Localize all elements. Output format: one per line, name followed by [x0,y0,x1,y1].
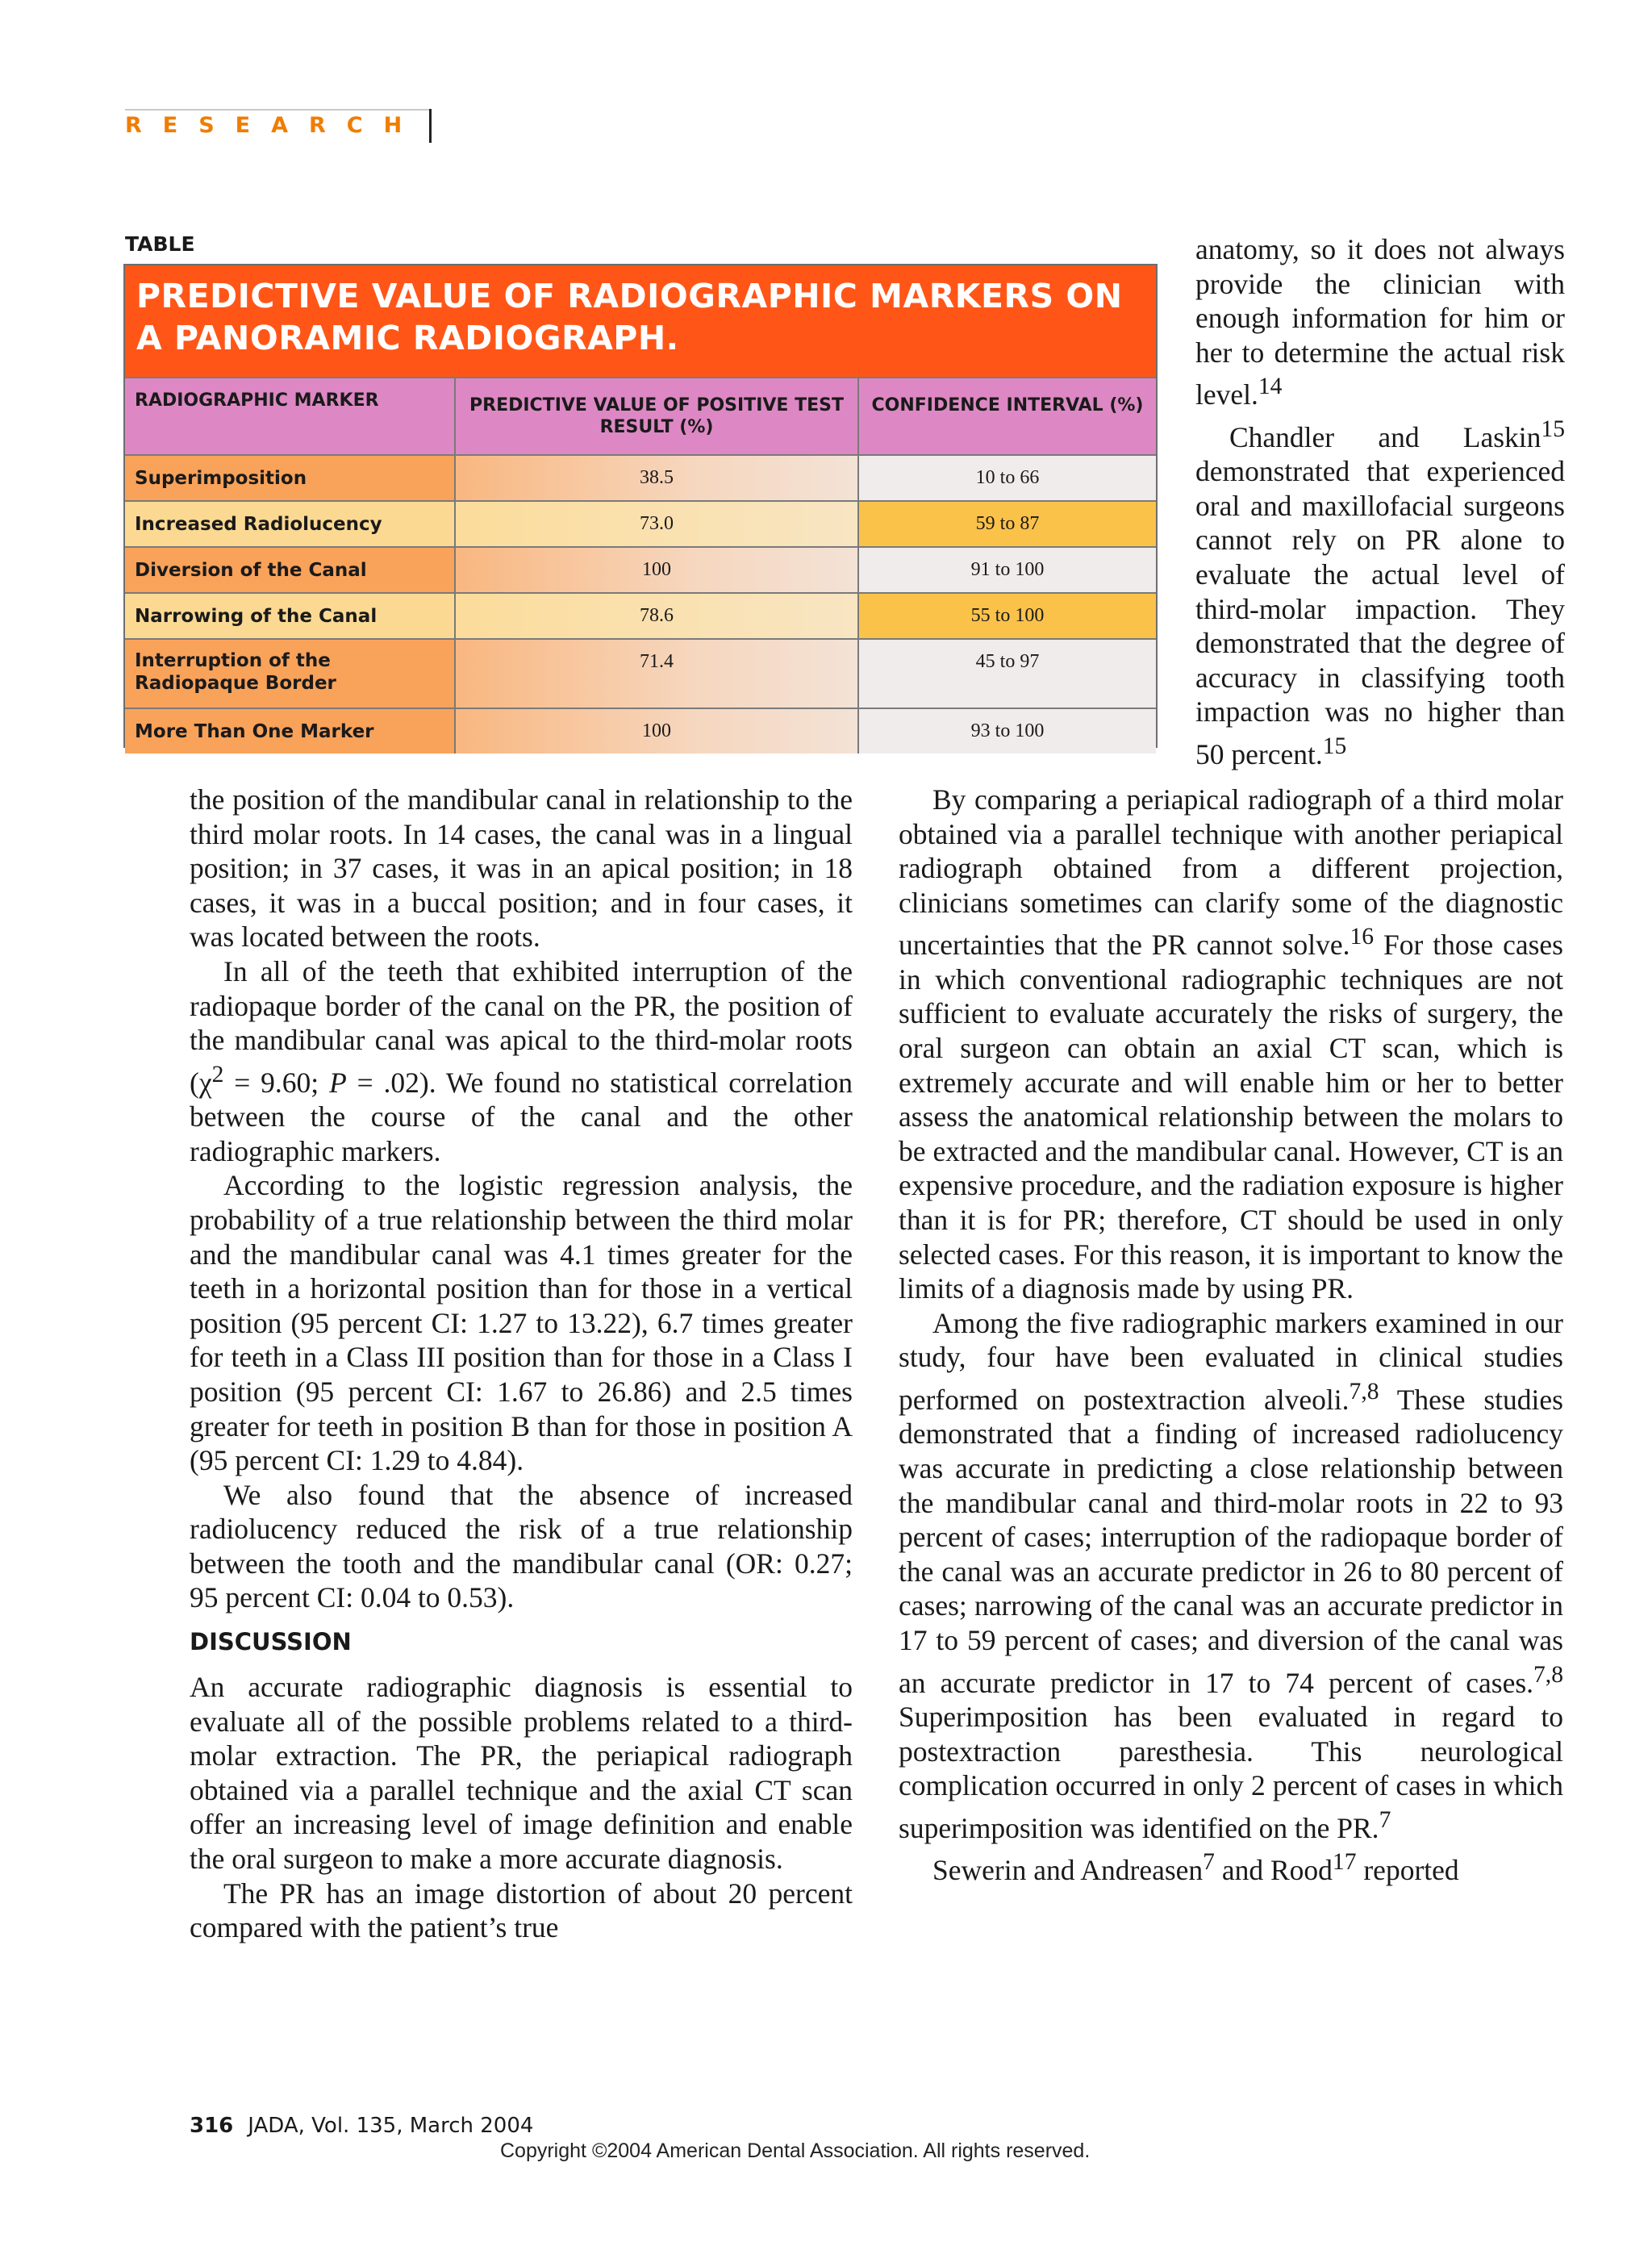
ci-cell: 93 to 100 [857,709,1156,754]
value-cell: 100 [454,709,857,754]
ci-cell: 55 to 100 [857,594,1156,638]
paragraph: We also found that the absence of increased radiolucency reduced the risk of a true relationship between the tooth and the mandibular canal (OR: 0.27; 95 percent CI: 0.04 to 0.53). [190,1478,853,1614]
table-row [125,638,1156,708]
paragraph: By comparing a periapical radiograph of a third molar obtained via a parallel technique with another periapical radiograph obtained from a different projection, clinicians sometimes can clarify some of the diagnostic uncertainties that the PR cannot solve.$^{16}$ For those cases in which conventional radiographic techniques are not sufficient to evaluate accurately the risks of surgery, the oral surgeon can obtain an axial CT scan, which is extremely accurate and will enable him or her to better assess the anatomical relationship between the molars to be extracted and the mandibular canal. However, CT is an expensive procedure, and the radiation exposure is higher than it is for PR; therefore, CT should be used in only selected cases. For this reason, it is important to know the limits of a diagnosis made by using PR. [899,783,1564,1305]
citation: 17 [1332,1849,1357,1876]
citation: 14 [1258,374,1283,400]
citation: 7,8 [1349,1378,1379,1405]
journal-info: JADA, Vol. 135, March 2004 [248,2114,534,2138]
side-column [1195,232,1565,771]
table-row [125,500,1156,546]
marker-cell: More Than One Marker [125,709,454,754]
ci-cell: 10 to 66 [857,456,1156,500]
section-tag: RESEARCH [125,113,423,138]
table-row [125,592,1156,638]
marker-cell: Diversion of the Canal [125,548,454,592]
paragraph: According to the logistic regression analysis, the probability of a true relationship between the third molar and the mandibular canal was 4.1 times greater for the teeth in a horizontal position than for those in a vertical position (95 percent CI: 1.27 to 13.22), 6.7 times greater for teeth in a Class III position than for those in a Class I position (95 percent CI: 1.67 to 26.86) and 2.5 times greater for teeth in position B than for those in position A (95 percent CI: 1.29 to 4.84). [190,1169,853,1477]
citation: 7 [1203,1849,1215,1876]
citation: 15 [1541,415,1565,442]
paragraph: Among the five radiographic markers examined in our study, four have been evaluated in clinical studies performed on postextraction alveoli.$^{7,8}$ These studies demonstrated that a finding of increased radiolucency was accurate in predicting a close relationship between the mandibular canal and third-molar roots in 22 to 93 percent of cases; interruption of the radiopaque border of the canal was an accurate predictor in 26 to 80 percent of cases; narrowing of the canal was an accurate predictor in 17 to 59 percent of cases; and diversion of the canal was an accurate predictor in 17 to 74 percent of cases.$^{7,8}$ Superimposition has been evaluated in regard to postextraction paresthesia. This neurological complication occurred in only 2 percent of cases in which superimposition was identified on the PR.$^7$ [899,1306,1563,1844]
paragraph: the position of the mandibular canal in relationship to the third molar roots. In 14 cases, the canal was in a lingual position; in 37 cases, it was in an apical position; in 18 cases, it was in a buccal position; and in four cases, it was located between the roots. [190,783,853,954]
value-cell: 38.5 [454,456,857,500]
copyright-notice: Copyright ©2004 American Dental Association. All rights reserved. [500,2140,1091,2162]
paragraph: An accurate radiographic diagnosis is essential to evaluate all of the possible problems related to a third-molar extraction. The PR, the periapical radiograph obtained via a parallel technique and the axial CT scan offer an increasing level of image definition and enable the oral surgeon to make a more accurate diagnosis. [190,1671,853,1876]
ci-cell: 45 to 97 [857,640,1156,708]
table-title: PREDICTIVE VALUE OF RADIOGRAPHIC MARKERS ON A PANORAMIC RADIOGRAPH. [125,265,1156,377]
paragraph: Sewerin and Andreasen$^7$ and Rood$^{17}$ reported [932,1849,1459,1886]
paragraph: anatomy, so it does not always provide the clinician with enough information for him or her to determine the actual risk level.$^{14}$ [1195,233,1565,411]
citation: 7,8 [1533,1661,1563,1688]
header-divider [429,109,432,143]
value-cell: 73.0 [454,502,857,546]
table-row [125,708,1156,754]
citation: 15 [1322,733,1347,759]
page-footer [190,2114,533,2138]
column-header: CONFIDENCE INTERVAL (%) [857,378,1156,454]
column-header: RADIOGRAPHIC MARKER [135,390,379,411]
page-number: 316 [190,2114,234,2138]
citation: 7 [1379,1806,1391,1833]
header-rule [125,109,432,111]
table-row [125,454,1156,500]
citation: 16 [1350,924,1375,950]
marker-cell: Superimposition [125,456,454,500]
table-header-row [125,377,1156,454]
table-row [125,546,1156,592]
left-column [190,783,853,1945]
paragraph: The PR has an image distortion of about 20 percent compared with the patient’s true [190,1877,853,1944]
marker-cell: Increased Radiolucency [125,502,454,546]
ci-cell: 91 to 100 [857,548,1156,592]
table-label: TABLE [125,232,195,256]
ci-cell: 59 to 87 [857,502,1156,546]
value-cell: 78.6 [454,594,857,638]
value-cell: 71.4 [454,640,857,708]
paragraph: In all of the teeth that exhibited interruption of the radiopaque border of the canal on the PR, the position of the mandibular canal was apical to the third-molar roots ($\chi^2 = 9.60$; P = .02). We found no statistical correlation between the course of the canal and the other radiographic markers. [190,954,853,1167]
discussion-heading: DISCUSSION [190,1628,352,1656]
marker-cell: Narrowing of the Canal [125,594,454,638]
data-table [123,264,1158,748]
value-cell: 100 [454,548,857,592]
marker-cell: Interruption of the Radiopaque Border [125,640,454,708]
paragraph: Chandler and Laskin$^{15}$ demonstrated that experienced oral and maxillofacial surgeons cannot rely on PR alone to evaluate the actual level of third-molar impaction. They demonstrated that the degree of accuracy in classifying tooth impaction was no higher than 50 percent.$^{15}$ [1195,415,1565,770]
right-column [899,783,1563,1888]
column-header: PREDICTIVE VALUE OF POSITIVE TEST RESULT (%) [454,378,857,454]
